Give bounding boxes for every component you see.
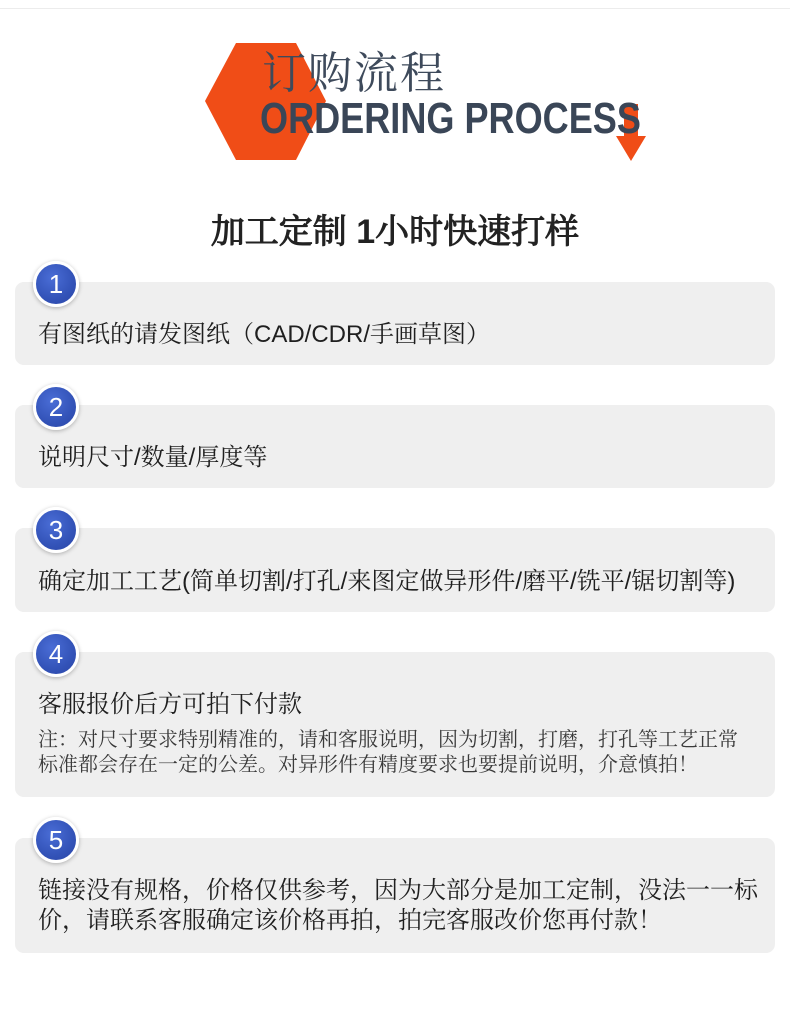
page-title-english: ORDERING PROCESS [260,94,641,143]
page-title: 订购流程 [262,49,446,98]
step-card-2 [15,392,775,488]
step-text: 链接没有规格，价格仅供参考，因为大部分是加工定制，没法一一标 [38,877,758,904]
step-text: 说明尺寸/数量/厚度等 [38,444,268,471]
step-number-badge: 3 [33,507,79,553]
step-note: 标准都会存在一定的公差。对异形件有精度要求也要提前说明，介意慎拍！ [38,754,698,776]
step-card-4 [15,639,775,797]
section-subtitle: 加工定制 1小时快速打样 [210,213,580,251]
step-card-1 [15,269,775,365]
step-number-badge: 4 [33,631,79,677]
step-number-badge: 1 [33,261,79,307]
step-card-5 [15,825,775,953]
step-card-3 [15,515,775,612]
step-text: 确定加工工艺(简单切割/打孔/来图定做异形件/磨平/铣平/锯切割等) [38,568,736,595]
step-text: 客服报价后方可拍下付款 [38,691,302,718]
step-number-badge: 5 [33,817,79,863]
step-number-badge: 2 [33,384,79,430]
step-note: 注：对尺寸要求特别精准的，请和客服说明，因为切割，打磨，打孔等工艺正常 [38,729,738,751]
step-text: 价，请联系客服确定该价格再拍，拍完客服改价您再付款！ [38,907,662,934]
step-text: 有图纸的请发图纸（CAD/CDR/手画草图） [38,321,491,348]
